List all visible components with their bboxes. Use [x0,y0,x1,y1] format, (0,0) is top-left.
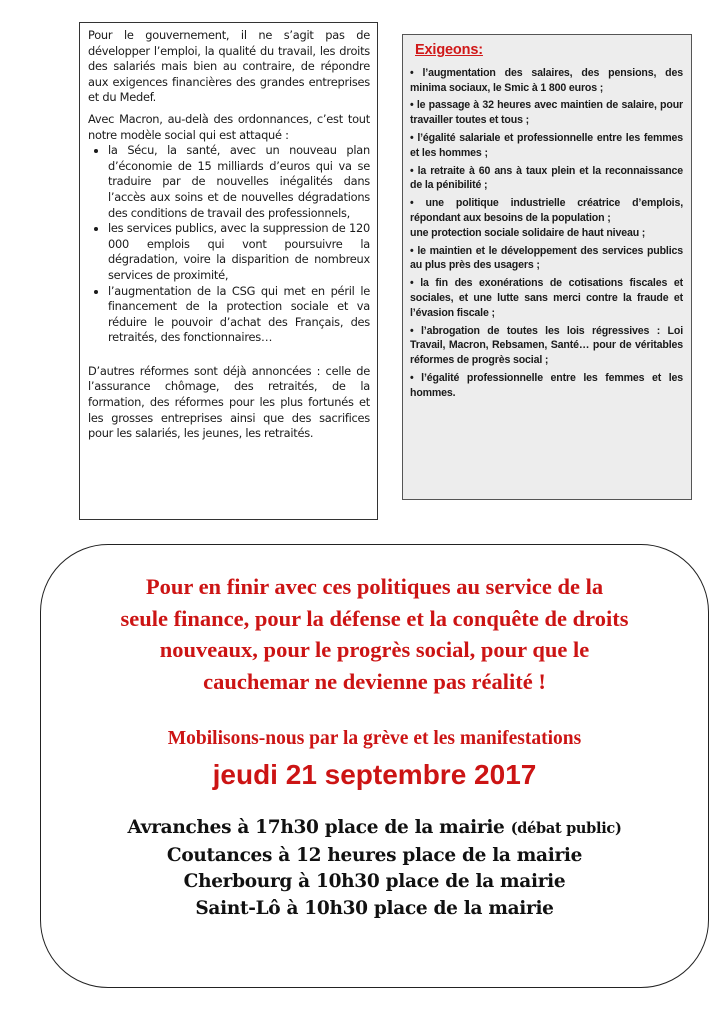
event-line [41,843,708,870]
demand-item: • l’augmentation des salaires, des pensions, des minima sociaux, le Smic à 1 800 euros ; [410,66,683,94]
event-line [41,896,708,923]
attack-item-secu: • la Sécu, la santé, avec un nouveau plan d’économie de 15 milliards d’euros qui va se traduire par de nouvelles inégalités dans l’accès aux soins et de nouvelles dégradations des conditions de travail des professionnels, [108,143,370,221]
event-line [41,869,708,896]
demands-box [402,34,692,500]
event-text: Coutances à 12 heures place de la mairie [166,844,583,866]
demand-item: • l’égalité professionnelle entre les femmes et les hommes. [410,371,683,399]
left-text-box [79,22,378,520]
intro-paragraph: Pour le gouvernement, il ne s’agit pas de développer l’emploi, la qualité du travail, les droits des salariés mais bien au contraire, de répondre aux exigences financières des grandes entreprises et du Medef. [88,28,370,105]
event-text: Avranches à 17h30 place de la mairie [127,817,505,838]
message-line: seule finance, pour la défense et la conquête de droits [120,605,629,631]
demand-item: • le passage à 32 heures avec maintien de salaire, pour travailler toutes et tous ; [410,99,683,127]
event-date: jeudi 21 septembre 2017 [212,759,537,790]
demand-item: • le maintien et le développement des services publics au plus près des usagers ; [410,244,683,272]
demand-item: • la fin des exonérations de cotisations fiscales et sociales, et une lutte sans merci contre la fraude et l’évasion fiscale ; [410,277,683,319]
event-text: Saint-Lô à 10h30 place de la mairie [195,897,554,919]
main-message [41,571,708,697]
demands-title: Exigeons: [415,42,483,58]
message-line: cauchemar ne devienne pas réalité ! [203,668,546,694]
macron-intro-paragraph: Avec Macron, au-delà des ordonnances, c’est tout notre modèle social qui est attaqué : [88,111,370,142]
message-line: nouveaux, pour le progrès social, pour que le [159,637,590,662]
demands-list [410,66,683,401]
event-note: (débat public) [510,820,622,837]
demand-item: • l’égalité salariale et professionnelle entre les femmes et les hommes ; [410,131,683,159]
mobilisation-box [40,544,709,988]
attack-list [88,143,370,346]
demand-item: une protection sociale solidaire de haut niveau ; [410,226,646,239]
attack-item-services-publics: • les services publics, avec la suppression de 120 000 emplois qui vont poursuivre la dégradation, voire la disparition de nombreux services de proximité, [108,221,370,283]
attack-item-csg: • l’augmentation de la CSG qui met en péril le financement de la protection sociale et va réduire le pouvoir d’achat des Français, des retraités, des fonctionnaires… [108,284,370,346]
event-list [41,815,708,922]
message-line: Pour en finir avec ces politiques au service de la [145,574,604,599]
other-reforms-paragraph: D’autres réformes sont déjà annoncées : celle de l’assurance chômage, des retraités, de la formation, des réformes pour les plus fortunés et les grosses entreprises ainsi que des sacrifices pour les salariés, les jeunes, les retraités. [88,363,370,441]
demand-item: • une politique industrielle créatrice d’emplois, répondant aux besoins de la population ; [410,197,683,224]
mobilisation-call: Mobilisons-nous par la grève et les manifestations [167,728,582,749]
event-line [41,815,708,843]
event-text: Cherbourg à 10h30 place de la mairie [183,871,566,892]
demand-item: • l’abrogation de toutes les lois régressives : Loi Travail, Macron, Rebsamen, Santé… pour de véritables réformes de progrès social ; [410,324,683,367]
demand-item: • la retraite à 60 ans à taux plein et la reconnaissance de la pénibilité ; [410,164,683,192]
